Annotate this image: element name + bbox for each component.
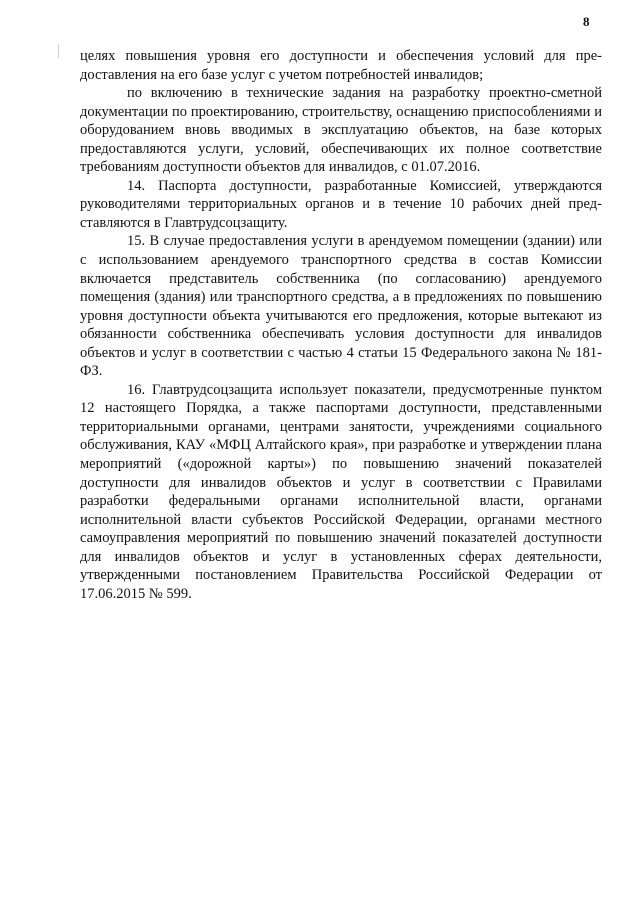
paragraph-item-15: 15. В случае предоставления услуги в арендуемом помещении (здании) или с использованием арендуемого транспортного средства в состав Комиссии включается представитель собственника (по согласованию) арендуемого помещения (здания) или транспортного средства, а в предложениях по повышению уровня доступности объекта учитываются его предложения, которые вытекают из обязанности собственника обеспечивать условия доступности для инвалидов объектов и услуг в соответствии с частью 4 статьи 15 Федерального закона № 181-ФЗ. xyxy=(80,233,602,380)
document-body xyxy=(80,47,602,603)
paragraph-item-14: 14. Паспорта доступности, разработанные Комиссией, утверждаются руководителями территориальных органов и в течение 10 рабочих дней представляются в Главтрудсоцзащиту. xyxy=(80,177,602,231)
paragraph-item-16: 16. Главтрудсоцзащита использует показатели, предусмотренные пунктом 12 настоящего Порядка, а также паспортами доступности, представленными территориальными органами, центрами занятости, учреждениями социального обслуживания, КАУ «МФЦ Алтайского края», при разработке и утверждении плана мероприятий («дорожной карты») по повышению значений показателей доступности для инвалидов объектов и услуг в соответствии с Правилами разработки федеральными органами исполнительной власти, органами исполнительной власти субъектов Российской Федерации, органами местного самоуправления мероприятий по повышению значений показателей доступности для инвалидов объектов и услуг в установленных сферах деятельности, утвержденными постановлением Правительства Российской Федерации от 17.06.2015 № 599. xyxy=(80,381,602,602)
scan-margin-mark xyxy=(58,44,59,58)
paragraph-continuation: целях повышения уровня его доступности и обеспечения условий для предоставления на его базе услуг с учетом потребностей инвалидов; xyxy=(80,48,602,83)
paragraph-technical-assignments: по включению в технические задания на разработку проектно-сметной документации по проектированию, строительству, оснащению приспособлениями и оборудованием вновь вводимых в эксплуатацию объектов, на базе которых предоставляются услуги, условий, обеспечивающих их полное соответствие требованиям доступности объектов для инвалидов, с 01.07.2016. xyxy=(80,85,602,176)
page-number: 8 xyxy=(583,14,590,29)
